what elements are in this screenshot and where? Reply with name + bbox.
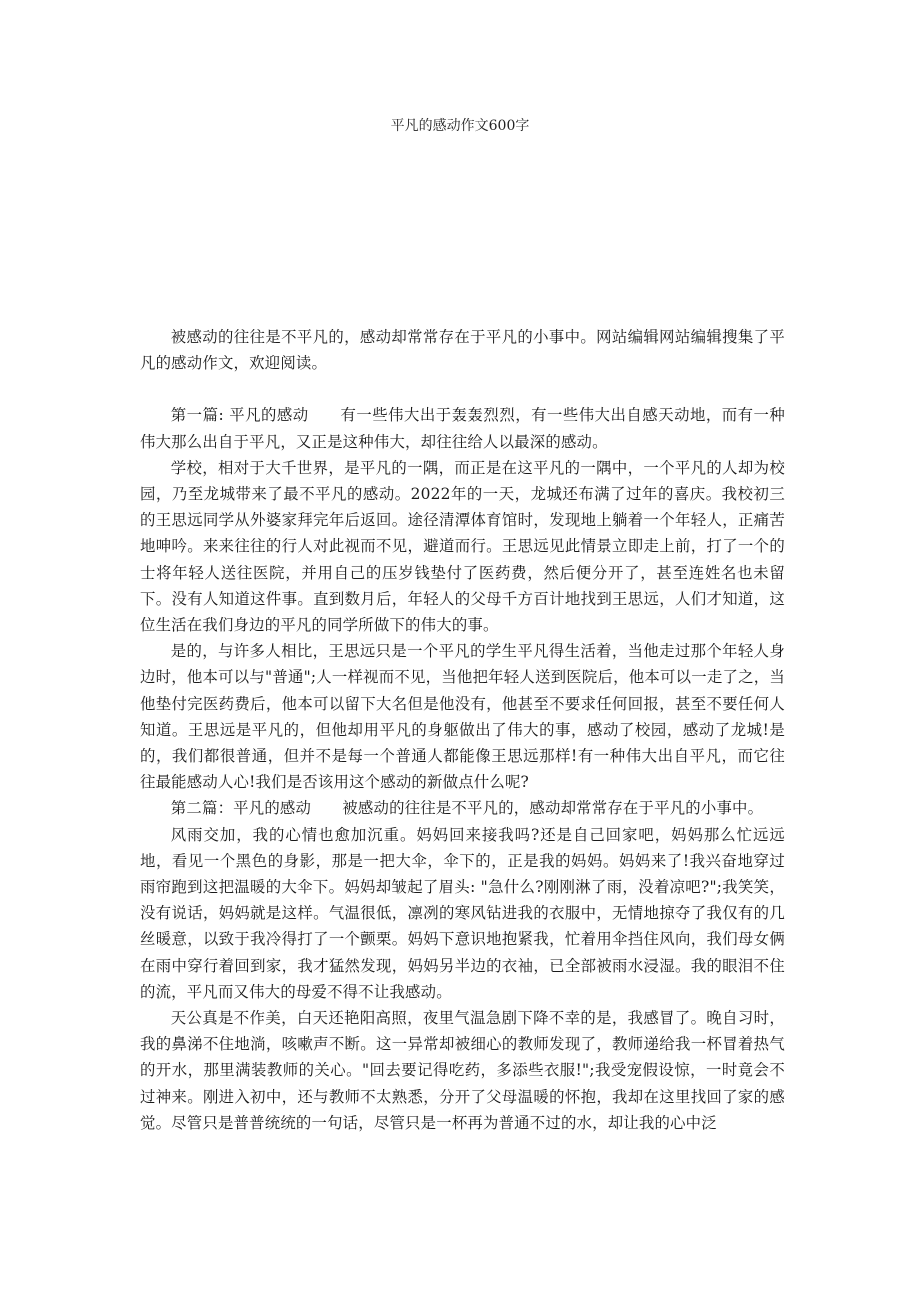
intro-paragraph: 被感动的往往是不平凡的，感动却常常存在于平凡的小事中。网站编辑网站编辑搜集了平凡的感动作文，欢迎阅读。 — [140, 328, 785, 373]
document-title: 平凡的感动作文600字 — [390, 118, 530, 134]
body-paragraph: 第二篇：平凡的感动 被感动的往往是不平凡的，感动却常常存在于平凡的小事中。 — [170, 799, 764, 818]
body-paragraph: 学校，相对于大千世界，是平凡的一隅，而正是在这平凡的一隅中，一个平凡的人却为校园，乃至龙城带来了最不平凡的感动。2022年的一天，龙城还布满了过年的喜庆。我校初三的王思远同学从外婆家拜完年后返回。途径清潭体育馆时，发现地上躺着一个年轻人，正痛苦地呻吟。来来往往的行人对此视而不见，避道而行。王思远见此情景立即走上前，打了一个的士将年轻人送往医院，并用自己的压岁钱垫付了医药费，然后便分开了，甚至连姓名也未留下。没有人知道这件事。直到数月后，年轻人的父母千方百计地找到王思远，人们才知道，这位生活在我们身边的平凡的同学所做下的伟大的事。 — [140, 458, 785, 635]
body-paragraph: 风雨交加，我的心情也愈加沉重。妈妈回来接我吗?还是自己回家吧，妈妈那么忙远远地，看见一个黑色的身影，那是一把大伞，伞下的，正是我的妈妈。妈妈来了!我兴奋地穿过雨帘跑到这把温暖的大伞下。妈妈却皱起了眉头: "急什么?刚刚淋了雨，没着凉吧?";我笑笑，没有说话，妈妈就是这样。气温很低，凛冽的寒风钻进我的衣服中，无情地掠夺了我仅有的几丝暖意，以致于我冷得打了一个颤栗。妈妈下意识地抱紧我，忙着用伞挡住风向，我们母女俩在雨中穿行着回到家，我才猛然发现，妈妈另半边的衣袖，已全部被雨水浸湿。我的眼泪不住的流，平凡而又伟大的母爱不得不让我感动。 — [140, 825, 785, 1001]
body-paragraph: 第一篇: 平凡的感动 有一些伟大出于轰轰烈烈，有一些伟大出自感天动地，而有一种伟大那么出自于平凡，又正是这种伟大，却往往给人以最深的感动。 — [140, 406, 785, 451]
document-body — [140, 324, 785, 1136]
body-paragraph: 是的，与许多人相比，王思远只是一个平凡的学生平凡得生活着，当他走过那个年轻人身边时，他本可以与"普通";人一样视而不见，当他把年轻人送到医院后，他本可以一走了之，当他垫付完医药费后，他本可以留下大名但是他没有，他甚至不要求任何回报，甚至不要任何人知道。王思远是平凡的，但他却用平凡的身躯做出了伟大的事，感动了校园，感动了龙城!是的，我们都很普通，但并不是每一个普通人都能像王思远那样!有一种伟大出自平凡，而它往往最能感动人心!我们是否该用这个感动的新做点什么呢? — [140, 642, 785, 792]
body-paragraph: 天公真是不作美，白天还艳阳高照，夜里气温急剧下降不幸的是，我感冒了。晚自习时，我的鼻涕不住地淌，咳嗽声不断。这一异常却被细心的教师发现了，教师递给我一杯冒着热气的开水，那里满装教师的关心。"回去要记得吃药，多添些衣服!";我受宠假设惊，一时竟会不过神来。刚进入初中，还与教师不太熟悉，分开了父母温暖的怀抱，我却在这里找回了家的感觉。尽管只是普普统统的一句话，尽管只是一杯再为普通不过的水，却让我的心中泛 — [140, 1009, 785, 1132]
